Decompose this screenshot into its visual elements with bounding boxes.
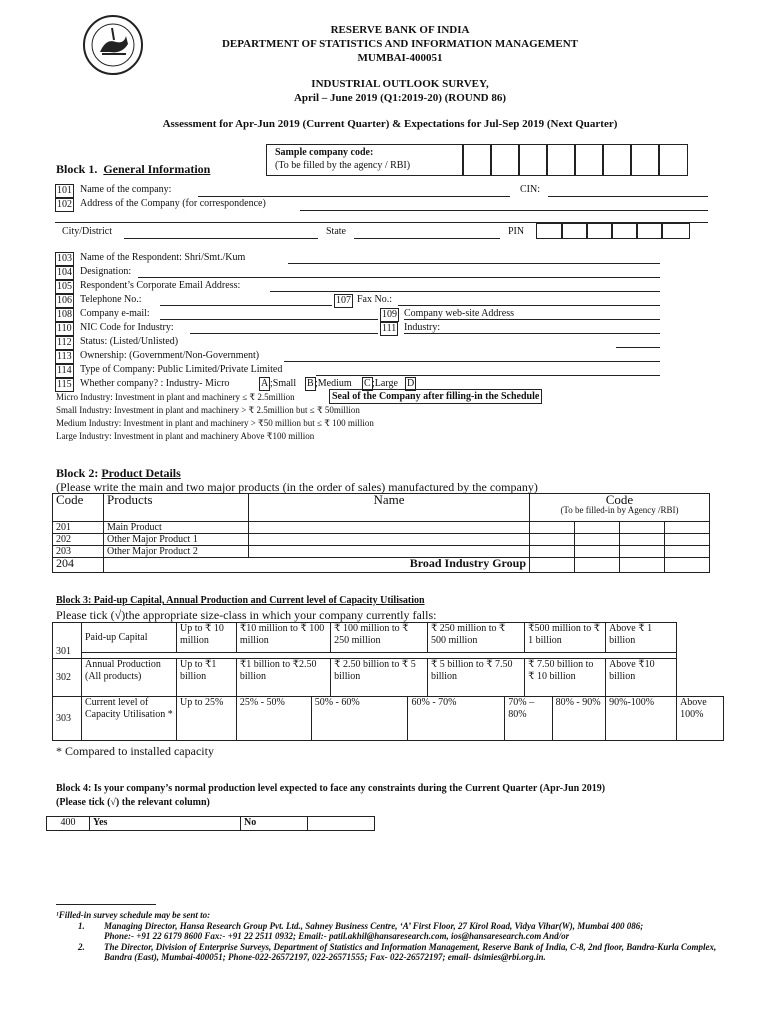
industry-size-label: Whether company? : Industry- Micro: [80, 378, 230, 389]
pin-cell[interactable]: [611, 223, 638, 239]
pin-cell[interactable]: [561, 223, 588, 239]
ownership-label: Ownership: (Government/Non-Government): [80, 350, 260, 361]
cin-label: CIN:: [520, 184, 540, 195]
field-num-107: 107: [336, 295, 351, 306]
company-email-label: Company e-mail:: [80, 308, 150, 319]
paid-up-option[interactable]: Up to ₹ 10 million: [177, 623, 237, 653]
website-label: Company web-site Address: [404, 308, 514, 319]
product-code: 201: [53, 522, 104, 534]
row-num-303: 303: [53, 697, 82, 741]
footer-item-1-contact: Phone:- +91 22 6179 8600 Fax:- +91 22 2511 0932; Email:- patil.akhil@hansaresearch.com, ios@hansaresearch.com And/or: [104, 931, 570, 941]
cin-input[interactable]: [548, 196, 708, 197]
state-input[interactable]: [354, 238, 500, 239]
product-code-cell[interactable]: [620, 534, 665, 546]
survey-title: INDUSTRIAL OUTLOOK SURVEY,: [311, 78, 489, 90]
industry-label: Industry:: [404, 322, 441, 333]
product-code-cell[interactable]: [575, 534, 620, 546]
field-num-102: 102: [57, 199, 72, 210]
block4-title: Block 4: Is your company’s normal production level expected to face any constraints during the Current Quarter (Apr-Jun 2019): [56, 783, 606, 794]
capacity-option[interactable]: 50% - 60%: [311, 697, 408, 741]
field-num-106: 106: [57, 295, 72, 306]
pin-label: PIN: [508, 226, 525, 237]
capacity-option[interactable]: 25% - 50%: [236, 697, 311, 741]
sample-code-cell[interactable]: [490, 144, 520, 176]
product-name-input[interactable]: [249, 522, 530, 534]
city-label: City/District: [62, 226, 112, 237]
footer-head: ¹Filled-in survey schedule may be sent to:: [56, 910, 211, 920]
field-num-115: 115: [57, 379, 72, 390]
block4-tick-note: (Please tick (√) the relevant column): [56, 797, 210, 808]
paid-up-option[interactable]: ₹500 million to ₹ 1 billion: [525, 623, 606, 653]
capacity-option[interactable]: 90%-100%: [606, 697, 677, 741]
capacity-footnote: * Compared to installed capacity: [56, 744, 214, 758]
col-code-header: Code: [53, 494, 104, 522]
pin-cell[interactable]: [636, 223, 663, 239]
col-products-header: Products: [104, 494, 249, 522]
sample-code-cell[interactable]: [630, 144, 660, 176]
field-num-112: 112: [57, 337, 72, 348]
company-name-label: Name of the company:: [80, 184, 172, 195]
paid-up-option[interactable]: ₹ 100 million to ₹ 250 million: [331, 623, 428, 653]
option-d-box[interactable]: D: [407, 378, 415, 389]
product-code-cell[interactable]: [530, 522, 575, 534]
website-input[interactable]: [404, 319, 660, 320]
capacity-option[interactable]: 70% – 80%: [505, 697, 552, 741]
constraint-table: [46, 816, 375, 831]
production-option[interactable]: ₹ 5 billion to ₹ 7.50 billion: [427, 659, 524, 697]
product-code: 202: [53, 534, 104, 546]
dept-name: DEPARTMENT OF STATISTICS AND INFORMATION MANAGEMENT: [221, 38, 579, 50]
product-code-cell[interactable]: [530, 546, 575, 558]
broad-industry-group: Broad Industry Group: [104, 558, 530, 573]
product-code-cell[interactable]: [665, 534, 710, 546]
production-option[interactable]: ₹ 2.50 billion to ₹ 5 billion: [331, 659, 428, 697]
field-num-104: 104: [57, 267, 72, 278]
product-code-cell[interactable]: [665, 546, 710, 558]
fax-label: Fax No.:: [357, 294, 392, 305]
designation-input[interactable]: [138, 277, 660, 278]
email-input[interactable]: [270, 291, 660, 292]
sample-code-cell[interactable]: [574, 144, 604, 176]
row-num-301: 301: [53, 623, 82, 659]
empty-cell: [308, 817, 375, 831]
code-204: 204: [53, 558, 104, 573]
address-label: Address of the Company (for correspondence): [80, 198, 266, 209]
footer-item-1: Managing Director, Hansa Research Group Pvt. Ltd., Sahney Business Centre, ‘A’ First Floor, 27 Kirol Road, Vidya Vihar(W), Mumbai 400 086;: [104, 921, 644, 931]
option-c-box[interactable]: C: [364, 378, 371, 389]
field-num-113: 113: [57, 351, 72, 362]
capacity-table: [52, 622, 724, 741]
row-num-302: 302: [53, 659, 82, 697]
field-num-105: 105: [57, 281, 72, 292]
product-code-cell[interactable]: [530, 534, 575, 546]
company-type-label: Type of Company: Public Limited/Private Limited: [80, 364, 283, 375]
block3-title: Block 3: Paid-up Capital, Annual Production and Current level of Capacity Utilisation: [56, 595, 425, 606]
paid-up-option[interactable]: Above ₹ 1 billion: [606, 623, 677, 653]
survey-period: April – June 2019 (Q1:2019-20) (ROUND 86): [293, 92, 507, 104]
option-b-box[interactable]: B: [307, 378, 314, 389]
telephone-label: Telephone No.:: [80, 294, 142, 305]
capacity-option[interactable]: 80% - 90%: [552, 697, 606, 741]
paid-up-option[interactable]: ₹10 million to ₹ 100 million: [236, 623, 330, 653]
sample-code-note: (To be filled by the agency / RBI): [275, 160, 411, 171]
sample-code-cell[interactable]: [518, 144, 548, 176]
sample-code-box: [266, 144, 464, 176]
paid-up-option[interactable]: ₹ 250 million to ₹ 500 million: [427, 623, 524, 653]
product-label: Main Product: [104, 522, 249, 534]
production-option[interactable]: ₹ 7.50 billion to ₹ 10 billion: [525, 659, 606, 697]
sample-code-label: Sample company code:: [275, 147, 374, 158]
industry-input[interactable]: [404, 333, 660, 334]
block2-note: (Please write the main and two major products (in the order of sales) manufactured by the company): [56, 480, 538, 494]
state-label: State: [326, 226, 346, 237]
ownership-input[interactable]: [284, 361, 660, 362]
respondent-label: Name of the Respondent: Shri/Smt./Kum: [80, 252, 246, 263]
medium-definition: Medium Industry: Investment in plant and machinery > ₹50 million but ≤ ₹ 100 million: [56, 418, 374, 428]
nic-code-input[interactable]: [190, 333, 378, 334]
company-email-input[interactable]: [160, 319, 378, 320]
city-input[interactable]: [124, 238, 318, 239]
micro-definition: Micro Industry: Investment in plant and machinery ≤ ₹ 2.5million: [56, 392, 295, 402]
production-option[interactable]: Above ₹10 billion: [606, 659, 677, 697]
field-num-110: 110: [57, 323, 72, 334]
medium-label: ;Medium: [315, 378, 352, 389]
product-label: Other Major Product 2: [104, 546, 249, 558]
sample-code-cell[interactable]: [658, 144, 688, 176]
respondent-input[interactable]: [288, 263, 660, 264]
footer-item-num: 2.: [78, 942, 85, 952]
block3-tick-note: Please tick (√)the appropriate size-class in which your company currently falls:: [56, 608, 437, 622]
col-name-header: Name: [249, 494, 530, 522]
product-code-cell[interactable]: [620, 522, 665, 534]
capacity-option[interactable]: Above 100%: [677, 697, 724, 741]
email-label: Respondent’s Corporate Email Address:: [80, 280, 241, 291]
production-option[interactable]: Up to ₹1 billion: [177, 659, 237, 697]
annual-production-label: Annual Production (All products): [82, 659, 177, 697]
product-label: Other Major Product 1: [104, 534, 249, 546]
status-label: Status: (Listed/Unlisted): [80, 336, 179, 347]
block1-title: Block 1. General Information: [56, 162, 211, 176]
field-num-114: 114: [57, 365, 72, 376]
row-num-400: 400: [47, 817, 90, 831]
group-code-cell[interactable]: [620, 558, 665, 573]
product-code-cell[interactable]: [575, 546, 620, 558]
assessment-line: Assessment for Apr-Jun 2019 (Current Quarter) & Expectations for Jul-Sep 2019 (Next Quarter): [162, 118, 618, 130]
city-line: MUMBAI-400051: [357, 52, 443, 64]
pin-cell[interactable]: [536, 223, 563, 239]
fax-input[interactable]: [398, 305, 660, 306]
footer-item-2-contact: Bandra (East), Mumbai-400051; Phone-022-26572197, 022-26571555; Fax- 022-26572197; email- dsimies@rbi.org.in.: [104, 952, 546, 962]
capacity-utilisation-label: Current level of Capacity Utilisation *: [82, 697, 177, 741]
designation-label: Designation:: [80, 266, 132, 277]
large-label: ;Large: [372, 378, 398, 389]
product-table: [52, 493, 710, 573]
field-num-111: 111: [382, 323, 397, 334]
product-code: 203: [53, 546, 104, 558]
pin-cell[interactable]: [661, 223, 690, 239]
product-name-input[interactable]: [249, 534, 530, 546]
company-name-input[interactable]: [198, 196, 510, 197]
field-num-101: 101: [57, 185, 72, 196]
footer-item-num: 1.: [78, 921, 85, 931]
status-input[interactable]: [616, 347, 660, 348]
col-code2-header: Code (To be filled-in by Agency /RBI): [530, 494, 710, 522]
group-code-cell[interactable]: [575, 558, 620, 573]
sample-code-cell[interactable]: [546, 144, 576, 176]
yes-option[interactable]: Yes: [90, 817, 241, 831]
telephone-input[interactable]: [160, 305, 332, 306]
org-name: RESERVE BANK OF INDIA: [330, 24, 470, 36]
field-num-109: 109: [382, 309, 397, 320]
footer-item-2: The Director, Division of Enterprise Surveys, Department of Statistics and Information Management, Reserve Bank of India, C-8, 2nd floor, Bandra-Kurla Complex,: [104, 942, 717, 952]
small-definition: Small Industry: Investment in plant and machinery > ₹ 2.5million but ≤ ₹ 50million: [56, 405, 360, 415]
capacity-option[interactable]: Up to 25%: [177, 697, 237, 741]
field-num-108: 108: [57, 309, 72, 320]
group-code-cell[interactable]: [530, 558, 575, 573]
company-type-input[interactable]: [316, 375, 660, 376]
capacity-option[interactable]: 60% - 70%: [408, 697, 505, 741]
product-code-cell[interactable]: [665, 522, 710, 534]
group-code-cell[interactable]: [665, 558, 710, 573]
rbi-logo: [82, 14, 144, 76]
paid-up-capital-label: Paid-up Capital: [82, 623, 177, 653]
field-num-103: 103: [57, 253, 72, 264]
pin-cell[interactable]: [586, 223, 613, 239]
product-code-cell[interactable]: [620, 546, 665, 558]
no-option[interactable]: No: [241, 817, 308, 831]
nic-code-label: NIC Code for Industry:: [80, 322, 174, 333]
sample-code-cell[interactable]: [602, 144, 632, 176]
block2-title: Block 2: Product Details: [56, 466, 181, 480]
large-definition: Large Industry: Investment in plant and machinery Above ₹100 million: [56, 431, 315, 441]
small-label: ;Small: [270, 378, 297, 389]
company-seal-box[interactable]: Seal of the Company after filling-in the Schedule: [329, 389, 542, 404]
product-code-cell[interactable]: [575, 522, 620, 534]
production-option[interactable]: ₹1 billion to ₹2.50 billion: [236, 659, 330, 697]
address-input[interactable]: [300, 210, 708, 211]
option-a-box[interactable]: A: [261, 378, 269, 389]
sample-code-cell[interactable]: [462, 144, 492, 176]
footnote-divider: [56, 904, 156, 905]
